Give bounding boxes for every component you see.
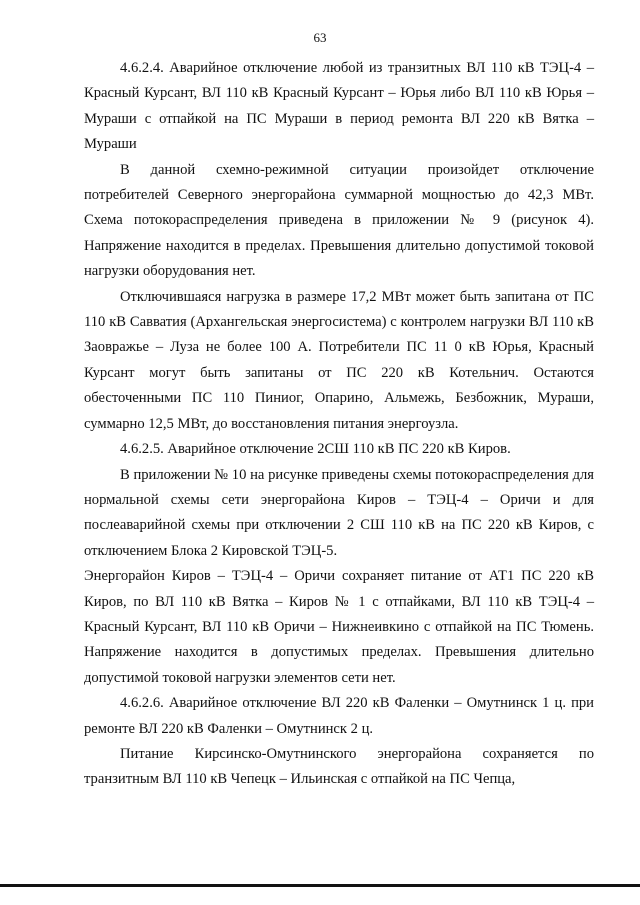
paragraph-4-6-2-5: 4.6.2.5. Аварийное отключение 2СШ 110 кВ ПС 220 кВ Киров. [120, 441, 511, 458]
page-number: 63 [313, 30, 327, 45]
paragraph-north-district: В данной схемно-режимной ситуации произойдет отключение потребителей Северного энергорайона суммарной мощностью до 42,3 МВт. Схема потокораспределения приведена в приложении № 9 (рисунок 4). Напряжение находится в пределах. Превышения длительно допустимой токовой нагрузки оборудования нет. [84, 161, 594, 280]
paragraph-appendix-10: В приложении № 10 на рисунке приведены схемы потокораспределения для нормальной схемы сети энергорайона Киров – ТЭЦ-4 – Оричи и для послеаварийной схемы при отключении 2 СШ 110 кВ на ПС 220 кВ Киров, с отключением Блока 2 Кировской ТЭЦ-5. [84, 466, 594, 559]
paragraph-kirov-district: Энергорайон Киров – ТЭЦ-4 – Оричи сохраняет питание от АТ1 ПС 220 кВ Киров, по ВЛ 110 кВ Вятка – Киров № 1 с отпайками, ВЛ 110 кВ ТЭЦ-4 – Красный Курсант, ВЛ 110 кВ Оричи – Нижнеивкино с отпайкой на ПС Тюмень. Напряжение находится в допустимых пределах. Превышения длительно допустимой токовой нагрузки элементов сети нет. [84, 568, 594, 686]
paragraph-kirsinsko-omutninsk: Питание Кирсинско-Омутнинского энергорайона сохраняется по транзитным ВЛ 110 кВ Чепецк – Ильинская с отпайкой на ПС Чепца, [84, 745, 594, 788]
paragraph-4-6-2-6: 4.6.2.6. Аварийное отключение ВЛ 220 кВ Фаленки – Омутнинск 1 ц. при ремонте ВЛ 220 кВ Фаленки – Омутнинск 2 ц. [84, 695, 594, 737]
paragraph-disconnected-load: Отключившаяся нагрузка в размере 17,2 МВт может быть запитана от ПС 110 кВ Савватия (Архангельская энергосистема) с контролем нагрузки ВЛ 110 кВ Заовражье – Луза не более 100 А. Потребители ПС 11 0 кВ Юрья, Красный Курсант могут быть запитаны от ПС 220 кВ Котельнич. Остаются обесточенными ПС 110 Пиниог, Опарино, Альмежь, Безбожник, Мураши, суммарно 12,5 МВт, до восстановления питания энергоузла. [84, 288, 594, 432]
paragraph-4-6-2-4: 4.6.2.4. Аварийное отключение любой из транзитных ВЛ 110 кВ ТЭЦ-4 – Красный Курсант, ВЛ 110 кВ Красный Курсант – Юрья либо ВЛ 110 кВ Юрья – Мураши с отпайкой на ПС Мураши в период ремонта ВЛ 220 кВ Вятка – Мураши [84, 60, 594, 153]
bottom-rule [0, 884, 640, 887]
document-body [84, 56, 594, 793]
